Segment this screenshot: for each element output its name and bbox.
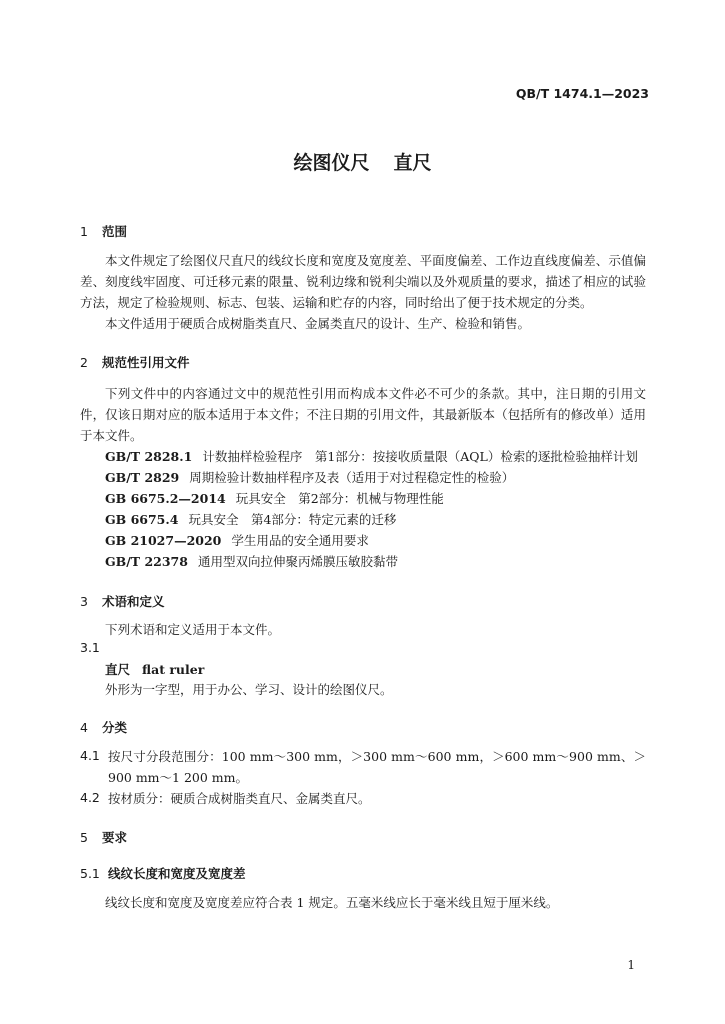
reference-item: GB 6675.4 玩具安全 第4部分：特定元素的迁移 bbox=[105, 512, 397, 527]
page-number: 1 bbox=[627, 958, 635, 972]
section-1-heading: 1 范围 bbox=[80, 224, 128, 239]
section-3-intro: 下列术语和定义适用于本文件。 bbox=[105, 622, 281, 637]
term-en: flat ruler bbox=[142, 662, 205, 677]
clause-3-1-number: 3.1 bbox=[80, 640, 100, 655]
clause-5-1-text: 线纹长度和宽度及宽度差应符合表 1 规定。五毫米线应长于毫米线且短于厘米线。 bbox=[105, 895, 559, 910]
clause-4-2-text: 按材质分：硬质合成树脂类直尺、金属类直尺。 bbox=[108, 791, 371, 806]
section-2-paragraph-1: 下列文件中的内容通过文中的规范性引用而构成本文件必不可少的条款。其中，注日期的引用文件，仅该日期对应的版本适用于本文件；不注日期的引用文件，其最新版本（包括所有的修改单）适用于本文件。 bbox=[80, 386, 646, 443]
document-title bbox=[0, 148, 725, 175]
term-entry bbox=[105, 660, 204, 678]
term-zh: 直尺 bbox=[105, 662, 131, 677]
section-3-heading: 3 术语和定义 bbox=[80, 594, 165, 609]
title-part-1: 绘图仪尺 bbox=[293, 152, 370, 174]
reference-item: GB 21027—2020 学生用品的安全通用要求 bbox=[105, 533, 369, 548]
reference-item: GB/T 2829 周期检验计数抽样程序及表（适用于对过程稳定性的检验） bbox=[105, 470, 515, 485]
reference-item: GB/T 2828.1 计数抽样检验程序 第1部分：按接收质量限（AQL）检索的逐批检验抽样计划 bbox=[105, 449, 638, 464]
standard-number: QB/T 1474.1—2023 bbox=[515, 86, 649, 101]
reference-item: GB 6675.2—2014 玩具安全 第2部分：机械与物理性能 bbox=[105, 491, 444, 506]
clause-5-1-heading: 5.1 线纹长度和宽度及宽度差 bbox=[80, 866, 246, 881]
term-definition: 外形为一字型，用于办公、学习、设计的绘图仪尺。 bbox=[105, 682, 393, 697]
section-1-paragraph-2: 本文件适用于硬质合成树脂类直尺、金属类直尺的设计、生产、检验和销售。 bbox=[105, 316, 531, 331]
clause-4-1-number: 4.1 bbox=[80, 748, 100, 763]
clause-4-2-number: 4.2 bbox=[80, 790, 100, 805]
section-5-heading: 5 要求 bbox=[80, 830, 128, 845]
section-1-paragraph-1: 本文件规定了绘图仪尺直尺的线纹长度和宽度及宽度差、平面度偏差、工作边直线度偏差、示值偏差、刻度线牢固度、可迁移元素的限量、锐利边缘和锐利尖端以及外观质量的要求，描述了相应的试验方法，规定了检验规则、标志、包装、运输和贮存的内容，同时给出了便于技术规定的分类。 bbox=[80, 253, 646, 310]
section-2-heading: 2 规范性引用文件 bbox=[80, 355, 190, 370]
title-part-2: 直尺 bbox=[393, 152, 432, 174]
clause-4-1-text: 按尺寸分段范围分：100 mm～300 mm，＞300 mm～600 mm，＞600 mm～900 mm、＞900 mm～1 200 mm。 bbox=[108, 749, 646, 785]
section-4-heading: 4 分类 bbox=[80, 720, 128, 735]
reference-item: GB/T 22378 通用型双向拉伸聚丙烯膜压敏胶黏带 bbox=[105, 554, 398, 569]
